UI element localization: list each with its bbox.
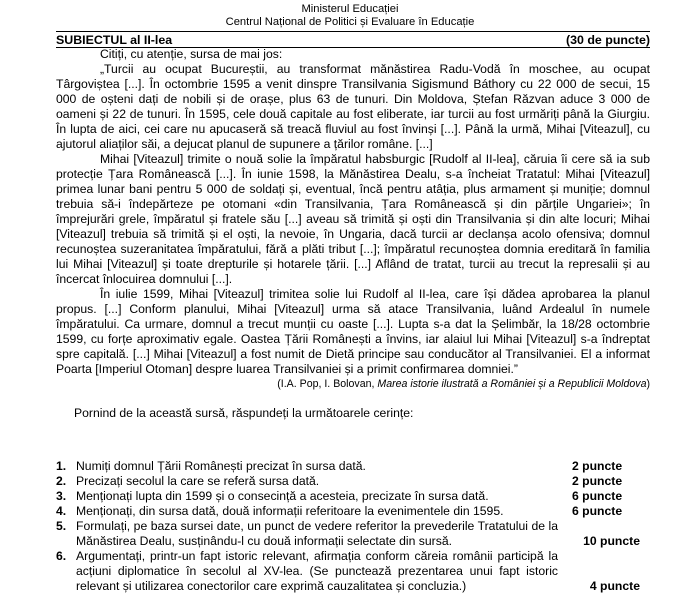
question-number: 1. bbox=[56, 459, 67, 473]
citation-end: ) bbox=[646, 378, 650, 390]
question-text: Menționați lupta din 1599 și o consecință a acesteia, precizate în sursa dată. bbox=[76, 489, 489, 503]
question-number: 4. bbox=[56, 504, 67, 518]
citation-title: Marea istorie ilustrată a României și a Republicii Moldova bbox=[377, 378, 647, 390]
question-item bbox=[56, 474, 650, 489]
question-number: 6. bbox=[56, 549, 67, 563]
subject-points: (30 de puncte) bbox=[566, 33, 650, 47]
question-points: 6 puncte bbox=[572, 489, 623, 503]
citation-author: (I.A. Pop, I. Bolovan, bbox=[277, 378, 378, 390]
source-instruction: Citiți, cu atenție, sursa de mai jos: bbox=[100, 47, 283, 61]
question-item bbox=[56, 459, 650, 474]
question-item bbox=[56, 489, 650, 504]
subject-title-bar bbox=[56, 31, 650, 48]
question-text: Numiți domnul Țării Românești precizat în sursa dată. bbox=[76, 459, 366, 473]
question-item bbox=[56, 549, 650, 594]
question-points: 6 puncte bbox=[572, 504, 623, 518]
question-item bbox=[56, 519, 650, 549]
question-text: Menționați, din sursa dată, două informații referitoare la evenimentele din 1595. bbox=[76, 504, 504, 518]
question-points: 2 puncte bbox=[572, 474, 623, 488]
ministry-name: Ministerul Educației bbox=[301, 3, 399, 15]
document-header bbox=[0, 0, 700, 29]
question-points: 4 puncte bbox=[589, 579, 640, 593]
question-text: Formulați, pe baza sursei date, un punct de vedere referitor la prevederile Tratatului de la Mănăstirea Dealu, susținându-l cu două informații selectate din sursă. bbox=[76, 519, 558, 548]
source-citation bbox=[56, 377, 650, 392]
question-text: Precizați secolul la care se referă sursa dată. bbox=[76, 474, 320, 488]
question-points: 2 puncte bbox=[572, 459, 623, 473]
questions-lead: Pornind de la această sursă, răspundeți la următoarele cerințe: bbox=[74, 406, 414, 420]
source-paragraph-3: În iulie 1599, Mihai [Viteazul] trimitea solie lui Rudolf al II-lea, care își dădea aprobarea la planul propus. [...] Conform planului, Mihai [Viteazul] urma să atace Transilvania, luând Ardealul în numele împăratului. Ca urmare, domnul a trecut munții cu oaste [...]. Lupta s-a dat la Șelimbăr, la 18/28 octombrie 1599, cu forțe aproximativ egale. Oastea Țării Românești a învins, iar alaiul lui Mihai [Viteazul] s-a îndreptat spre capitală. [...] Mihai [Viteazul] a fost numit de Dietă principe sau conducător al Transilvaniei. El a informat Poarta [Imperiul Otoman] despre luarea Transilvaniei și a primit confirmarea domniei.” bbox=[56, 287, 650, 376]
question-number: 5. bbox=[56, 519, 67, 533]
question-text: Argumentați, printr-un fapt istoric relevant, afirmația conform căreia românii participă la acțiuni diplomatice în secolul al XV-lea. (Se punctează prezentarea unui fapt istoric relevant și utilizarea conectorilor care exprimă cauzalitatea și concluzia.) bbox=[76, 549, 558, 593]
subject-title: SUBIECTUL al II-lea bbox=[56, 33, 173, 47]
source-paragraph-2: Mihai [Viteazul] trimite o nouă solie la împăratul habsburgic [Rudolf al II-lea], căruia îi cere să ia sub protecție Țara Românească [...]. În iunie 1598, la Mănăstirea Dealu, s-a încheiat Tratatul: Mihai [Viteazul] primea lunar bani pentru 5 000 de soldați și, eventual, încă pentru atâția, plus armament și muniție; domnul trebuia să-i îndepărteze pe otomani «din Transilvania, Țara Românească și din părțile Ungariei»; în împrejurări grele, împăratul și fratele său [...] aveau să trimită și oști din Transilvania și din alte locuri; Mihai [Viteazul] trebuia să trimită și el oști, la nevoie, în Ungaria, dacă turcii ar declanșa acolo ofensiva; domnul recunoștea suzeranitatea împăratului, fără a plăti tribut [...]; împăratul recunoștea domnia ereditară în familia lui Mihai [Viteazul] și toate drepturile și hotarele țării. [...] Aflând de tratat, turcii au trecut la represalii și au încercat înlocuirea domnului [...]. bbox=[56, 152, 650, 286]
source-text bbox=[56, 47, 650, 421]
question-item bbox=[56, 504, 650, 519]
question-number: 3. bbox=[56, 489, 67, 503]
question-points: 10 puncte bbox=[583, 534, 640, 548]
question-number: 2. bbox=[56, 474, 67, 488]
source-paragraph-1: „Turcii au ocupat Bucureștii, au transformat mănăstirea Radu-Vodă în moschee, au ocupat Târgoviștea [...]. În octombrie 1595 a venit dinspre Transilvania Sigismund Báthory cu 22 000 de secui, 15 000 de oșteni dați de nobili și de orașe, plus 63 de tunuri. Din Moldova, Ștefan Răzvan aduce 3 000 de oameni și 22 de tunuri. În 1595, cele două capitale au fost eliberate, iar turcii au fost urmăriți până la Giurgiu. În lupta de aici, cei care nu apucaseră să treacă fluviul au fost învinși [...]. Până la urmă, Mihai [Viteazul], cu ajutorul aliaților săi, a dejucat planul de supunere a țărilor române. [...] bbox=[56, 62, 650, 151]
questions-list bbox=[56, 459, 650, 594]
center-name: Centrul Național de Politici și Evaluare în Educație bbox=[225, 16, 475, 28]
